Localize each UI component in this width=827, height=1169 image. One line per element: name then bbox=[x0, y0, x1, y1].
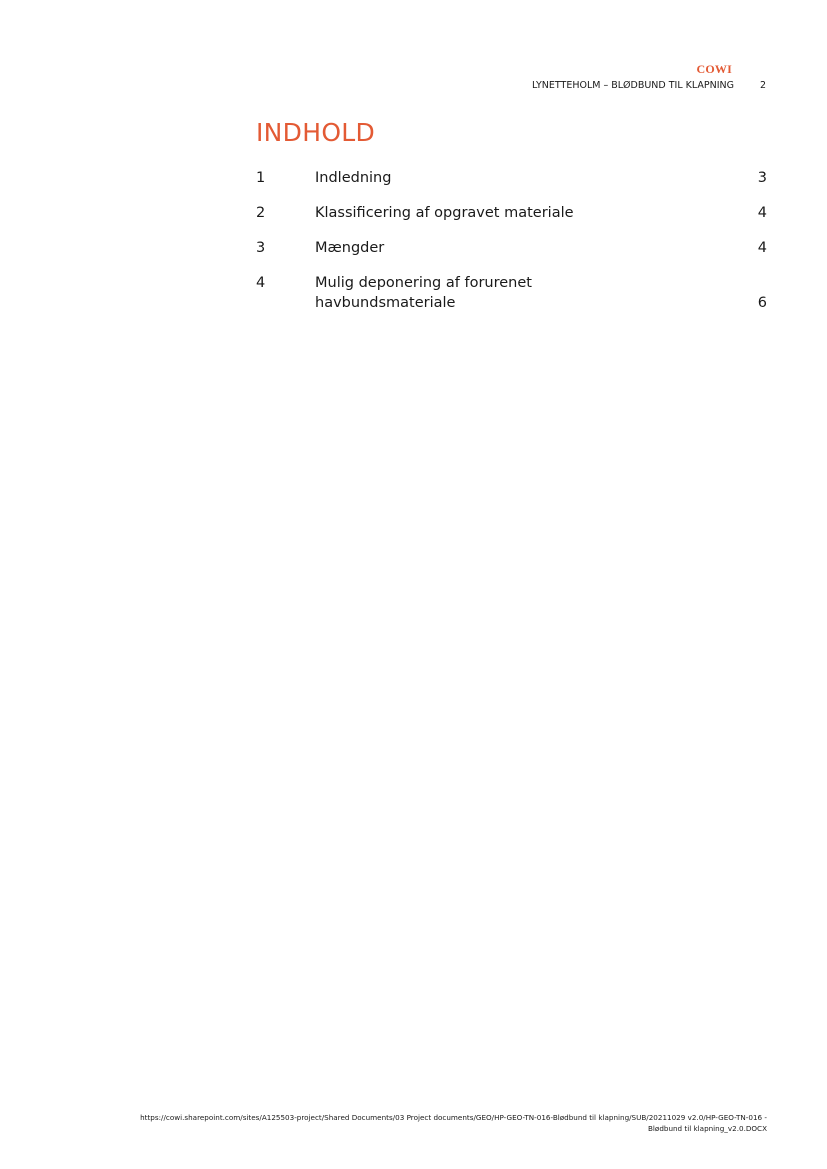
toc-entry-page: 4 bbox=[757, 205, 767, 221]
document-path-footer bbox=[47, 1112, 767, 1134]
toc-entry[interactable] bbox=[256, 238, 767, 258]
toc-entry-title bbox=[315, 203, 737, 223]
toc-entry-page: 3 bbox=[757, 170, 767, 186]
toc-entry-title bbox=[315, 168, 737, 188]
toc-entry-title-line: Indledning bbox=[315, 170, 392, 186]
toc-entry-title-line: Mængder bbox=[315, 240, 385, 256]
toc-entry-title bbox=[315, 273, 737, 313]
toc-entry-title-line: Mulig deponering af forurenet bbox=[315, 275, 532, 291]
table-of-contents bbox=[256, 168, 767, 328]
footer-path-line: https://cowi.sharepoint.com/sites/A125503-project/Shared Documents/03 Project documents/GEO/HP-GEO-TN-016-Blødbund til klapning/SUB/20211029 v2.0/HP-GEO-TN-016 - bbox=[140, 1113, 767, 1122]
toc-entry[interactable] bbox=[256, 203, 767, 223]
toc-entry-title-line: havbundsmateriale bbox=[315, 295, 456, 311]
toc-entry-number: 2 bbox=[256, 205, 266, 221]
toc-entry-page: 4 bbox=[757, 240, 767, 256]
toc-entry-page: 6 bbox=[757, 295, 767, 311]
cowi-logo: COWI bbox=[696, 62, 732, 76]
header-title: LYNETTEHOLM – BLØDBUND TIL KLAPNING bbox=[531, 80, 734, 91]
toc-entry-number: 3 bbox=[256, 240, 266, 256]
footer-path-line: Blødbund til klapning_v2.0.DOCX bbox=[648, 1124, 767, 1133]
header-page-number: 2 bbox=[759, 80, 766, 91]
toc-heading: INDHOLD bbox=[256, 118, 376, 147]
toc-entry-title-line: Klassificering af opgravet materiale bbox=[315, 205, 574, 221]
toc-entry[interactable] bbox=[256, 273, 767, 313]
toc-entry[interactable] bbox=[256, 168, 767, 188]
toc-entry-number: 1 bbox=[256, 170, 266, 186]
toc-entry-title bbox=[315, 238, 737, 258]
running-header bbox=[532, 80, 766, 91]
toc-entry-number: 4 bbox=[256, 275, 266, 291]
